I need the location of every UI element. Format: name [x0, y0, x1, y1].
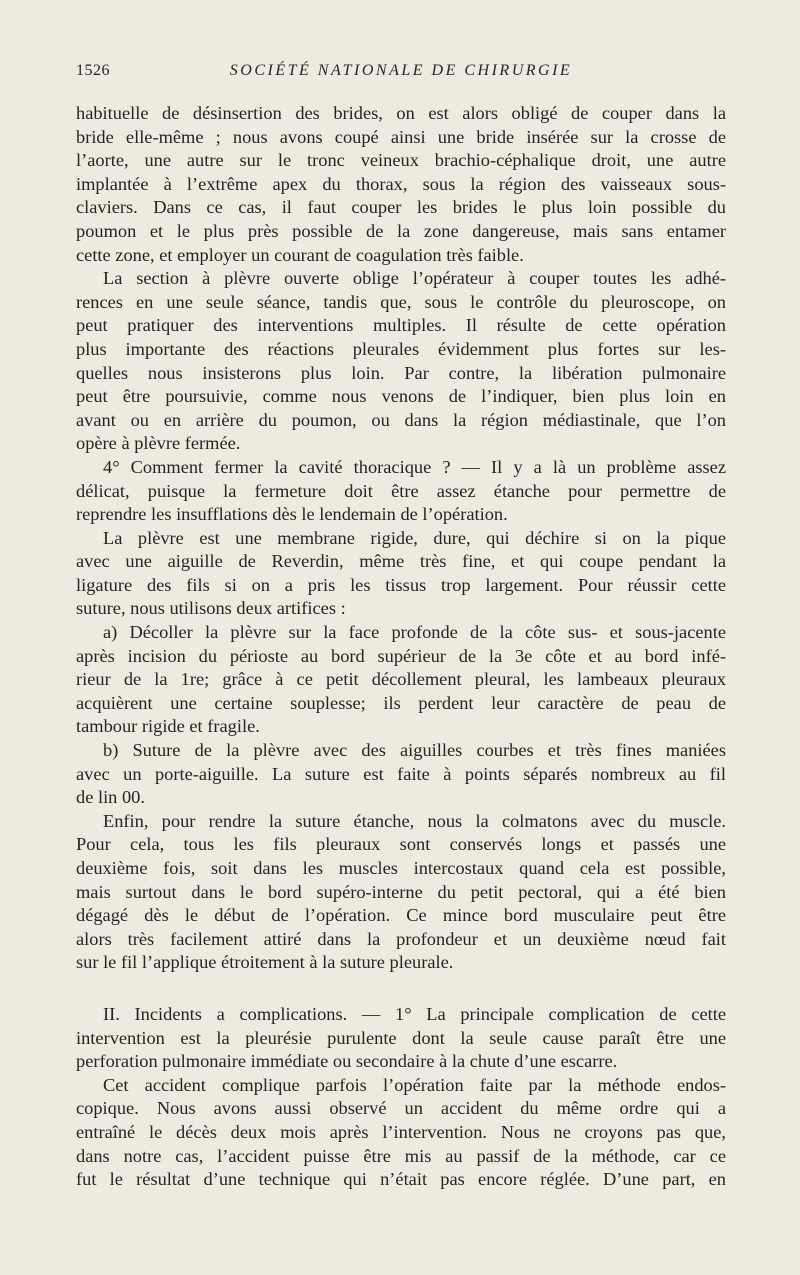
text-line: suture, nous utilisons deux artifices : [76, 598, 346, 619]
text-line: cette zone, et employer un courant de coagulation très faible. [76, 244, 524, 265]
text-line: Pour cela, tous les fils pleuraux sont conservés longs et passés une [76, 834, 726, 855]
text-line: Enfin, pour rendre la suture étanche, nous la colmatons avec du muscle. [103, 810, 726, 831]
text-line: La section à plèvre ouverte oblige l’opérateur à couper toutes les adhé- [103, 268, 726, 289]
page-number: 1526 [76, 62, 110, 79]
text-line: plus importante des réactions pleurales évidemment plus fortes sur les- [76, 338, 726, 359]
text-line: mais surtout dans le bord supéro-interne du petit pectoral, qui a été bien [76, 881, 726, 902]
running-title: SOCIÉTÉ NATIONALE DE CHIRURGIE [229, 62, 573, 79]
page-header [76, 62, 726, 88]
text-line: habituelle de désinsertion des brides, on est alors obligé de couper dans la [76, 103, 726, 123]
text-line: de lin 00. [76, 787, 145, 808]
text-line: alors très facilement attiré dans la profondeur et un deuxième nœud fait [76, 928, 726, 949]
text-line: Cet accident complique parfois l’opération faite par la méthode endos- [103, 1074, 726, 1095]
list-item-line: b) Suture de la plèvre avec des aiguilles courbes et très fines maniées [103, 740, 726, 761]
text-line: dans notre cas, l’accident puisse être mis au passif de la méthode, car ce [76, 1145, 726, 1166]
text-line: après incision du périoste au bord supérieur de la 3e côte et au bord infé- [76, 645, 726, 666]
text-line: sur le fil l’applique étroitement à la suture pleurale. [76, 952, 454, 973]
text-line: claviers. Dans ce cas, il faut couper les brides le plus loin possible du [76, 197, 726, 218]
text-line: tambour rigide et fragile. [76, 716, 260, 737]
text-line: ligature des fils si on a pris les tissus trop largement. Pour réussir cette [76, 574, 726, 595]
text-line: avant ou en arrière du poumon, ou dans la région médiastinale, que l’on [76, 409, 726, 430]
text-line: copique. Nous avons aussi observé un accident du même ordre qui a [76, 1098, 726, 1119]
text-line: avec une aiguille de Reverdin, même très fine, et qui coupe pendant la [76, 551, 726, 572]
text-line: bride elle-même ; nous avons coupé ainsi une bride insérée sur la crosse de [76, 126, 726, 147]
text-line: délicat, puisque la fermeture doit être assez étanche pour permettre de [76, 480, 726, 501]
text-line: opère à plèvre fermée. [76, 433, 241, 454]
text-line: peut pratiquer des interventions multiples. Il résulte de cette opération [76, 315, 726, 336]
text-line: dégagé dès le début de l’opération. Ce mince bord musculaire peut être [76, 905, 726, 926]
text-line: poumon et le plus près possible de la zone dangereuse, mais sans entamer [76, 220, 726, 241]
text-line: entraîné le décès deux mois après l’intervention. Nous ne croyons pas que, [76, 1121, 726, 1142]
text-line: reprendre les insufflations dès le lendemain de l’opération. [76, 504, 508, 525]
text-line: rences en une seule séance, tandis que, sous le contrôle du pleuroscope, on [76, 291, 726, 312]
text-line: implantée à l’extrême apex du thorax, sous la région des vaisseaux sous- [76, 173, 726, 194]
text-line: peut être poursuivie, comme nous venons de l’indiquer, bien plus loin en [76, 386, 726, 407]
section-heading-line: II. Incidents a complications. — 1° La principale complication de cette [103, 1003, 726, 1024]
text-line: fut le résultat d’une technique qui n’était pas encore réglée. D’une part, en [76, 1169, 726, 1190]
text-line: deuxième fois, soit dans les muscles intercostaux quand cela est possible, [76, 858, 726, 878]
text-line: avec un porte-aiguille. La suture est faite à points séparés nombreux au fil [76, 763, 726, 784]
text-line: quelles nous insisterons plus loin. Par contre, la libération pulmonaire [76, 362, 726, 383]
text-line: perforation pulmonaire immédiate ou secondaire à la chute d’une escarre. [76, 1051, 618, 1072]
body-text [76, 102, 726, 1192]
text-line: acquièrent une certaine souplesse; ils perdent leur caractère de peau de [76, 692, 726, 713]
section-heading-line: 4° Comment fermer la cavité thoracique ? — Il y a là un problème assez [103, 456, 726, 477]
text-line: rieur de la 1re; grâce à ce petit décollement pleural, les lambeaux pleuraux [76, 669, 726, 690]
text-line: intervention est la pleurésie purulente dont la seule cause paraît être une [76, 1027, 726, 1048]
list-item-line: a) Décoller la plèvre sur la face profonde de la côte sus- et sous-jacente [103, 622, 726, 643]
text-line: La plèvre est une membrane rigide, dure, qui déchire si on la pique [103, 527, 726, 548]
paragraph-gap [76, 975, 726, 1003]
text-line: l’aorte, une autre sur le tronc veineux brachio-céphalique droit, une autre [76, 150, 726, 171]
